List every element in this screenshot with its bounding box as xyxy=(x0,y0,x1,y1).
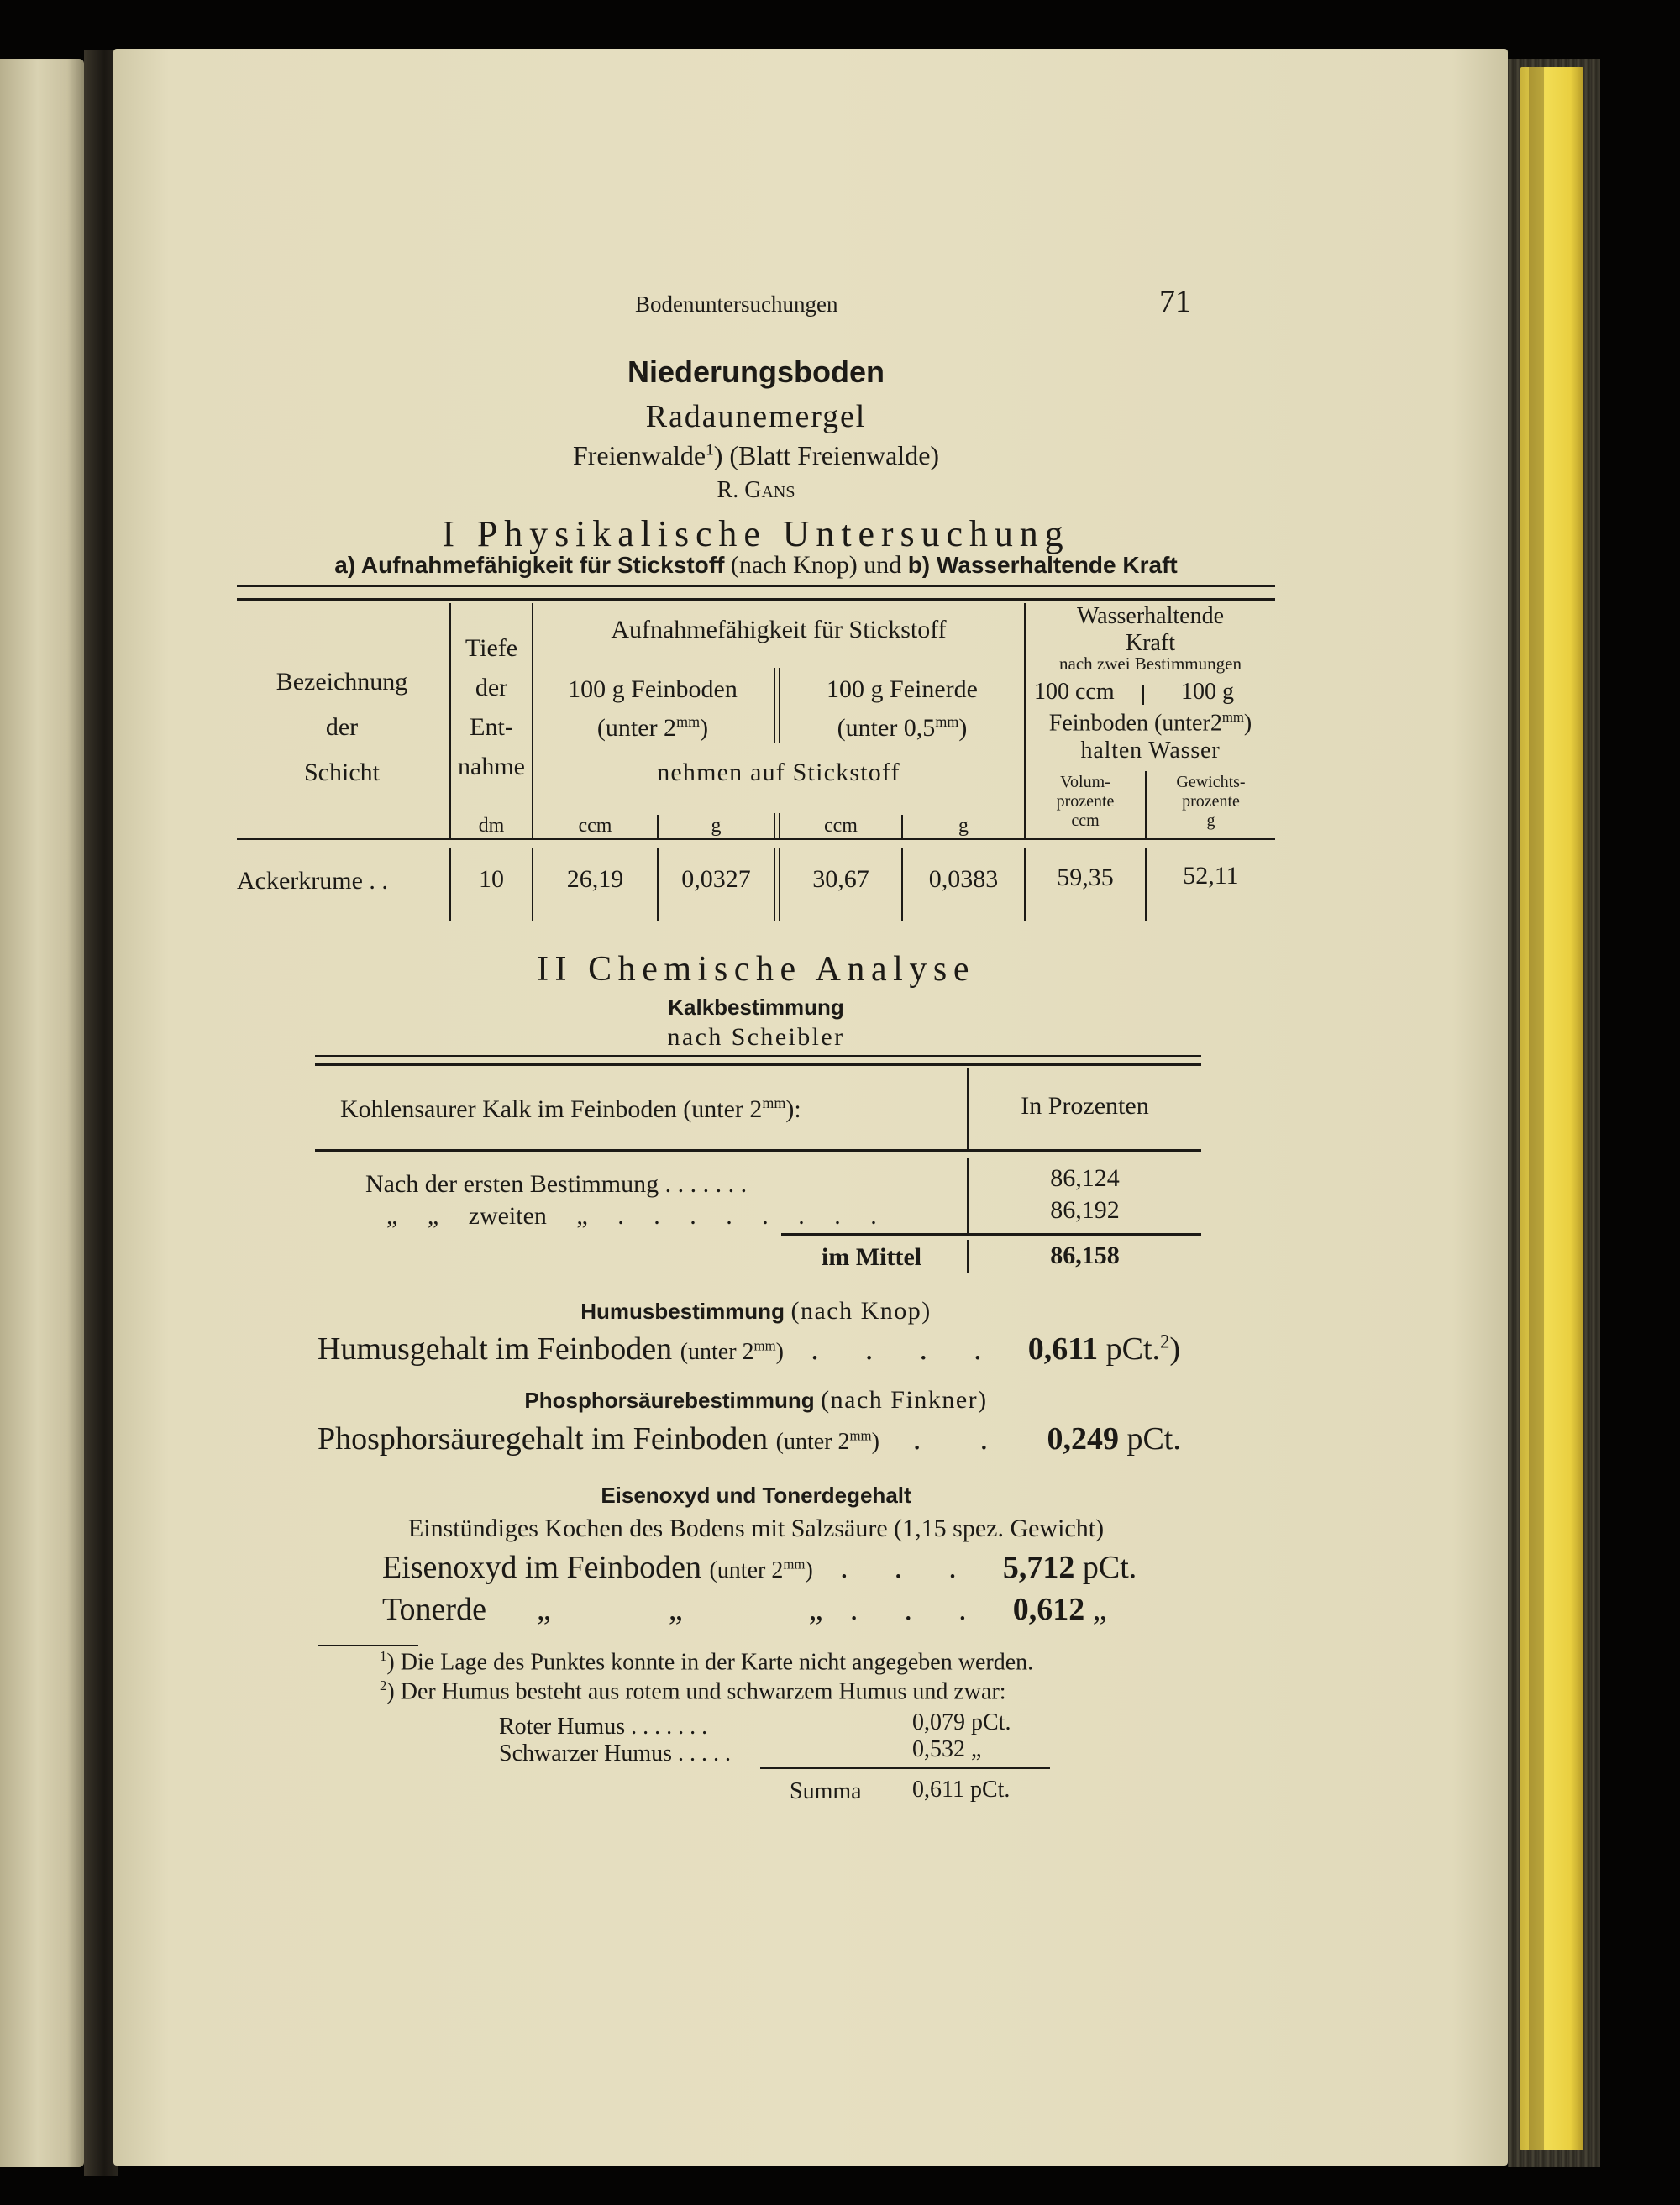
col-nehmen: nehmen auf Stickstoff xyxy=(657,759,900,786)
tonerde-line: Tonerde „ „ „ . . . 0,612 „ xyxy=(382,1592,1107,1627)
running-header-title: Bodenuntersuchungen xyxy=(635,291,838,317)
humus-heading: Humusbestimmung (nach Knop) xyxy=(580,1297,932,1325)
footnote-schwarzer-label: Schwarzer Humus . . . . . xyxy=(499,1740,732,1767)
kalk-subtitle: nach Scheibler xyxy=(667,1023,845,1051)
page-title: Niederungsboden xyxy=(627,354,885,389)
col-gewichtsprozente: Gewichts- prozente g xyxy=(1176,773,1246,830)
kalk-header-right: In Prozenten xyxy=(1021,1092,1149,1120)
footnote-summa-value: 0,611 pCt. xyxy=(912,1777,1011,1803)
section2-heading: II Chemische Analyse xyxy=(536,950,976,989)
kalk-mittel-label: im Mittel xyxy=(822,1243,922,1271)
table-row: Ackerkrume . . xyxy=(237,867,388,895)
phos-line: Phosphorsäuregehalt im Feinboden (unter $2^{mm}$) . . 0,249 pCt. xyxy=(318,1421,1181,1457)
book-spine xyxy=(84,50,118,2176)
col-tiefe-unit: dm xyxy=(478,815,505,837)
phos-value: 0,249 xyxy=(1047,1421,1119,1457)
kalk-row-label: Nach der ersten Bestimmung . . . . . . . xyxy=(365,1170,748,1198)
eisen-value: 5,712 xyxy=(1002,1550,1075,1585)
footnote-schwarzer-value: 0,532 „ xyxy=(912,1736,982,1762)
eisen-description: Einstündiges Kochen des Bodens mit Salzsäure (1,15 spez. Gewicht) xyxy=(407,1515,1105,1542)
kalk-row-value: 86,192 xyxy=(1050,1196,1120,1224)
eisen-heading: Eisenoxyd und Tonerdegehalt xyxy=(601,1483,911,1508)
kalk-row-label: „ „ zweiten „ . . . . . . . . xyxy=(386,1202,877,1230)
location: Freienwalde xyxy=(572,440,706,470)
col-feinerde: 100 g Feinerde (unter $0,5^{mm}$) xyxy=(827,675,978,742)
footnote-2: $^2$) Der Humus besteht aus rotem und schwarzem Humus und zwar: xyxy=(380,1677,1006,1705)
kalk-title: Kalkbestimmung xyxy=(668,995,844,1020)
section1-subheading: a) Aufnahmefähigkeit für Stickstoff (nach Knop) und b) Wasserhaltende Kraft xyxy=(334,551,1178,579)
kalk-header-left: Kohlensaurer Kalk im Feinboden (unter $2^{mm}$): xyxy=(340,1095,801,1123)
facing-page-edge xyxy=(0,59,84,2167)
tonerde-value: 0,612 xyxy=(1012,1592,1085,1627)
page-number: 71 xyxy=(1159,284,1191,319)
location-sheet: (Blatt Freienwalde) xyxy=(729,440,940,470)
kalk-mittel-value: 86,158 xyxy=(1050,1242,1120,1269)
phos-heading: Phosphorsäurebestimmung (nach Finkner) xyxy=(524,1386,988,1414)
col-wasser-header: Wasserhaltende Kraft xyxy=(1077,603,1224,656)
eisen-line: Eisenoxyd im Feinboden (unter $2^{mm}$) . . . 5,712 pCt. xyxy=(382,1550,1137,1585)
col-tiefe: Tiefe der Ent- nahme xyxy=(458,634,525,780)
col-feinboden: 100 g Feinboden (unter $2^{mm}$) xyxy=(568,675,738,742)
section1-heading: I Physikalische Untersuchung xyxy=(442,513,1070,554)
humus-line: Humusgehalt im Feinboden (unter $2^{mm}$) . . . . 0,611 pCt.$^2$) xyxy=(318,1331,1181,1367)
col-bezeichnung: Bezeichnung der Schicht xyxy=(276,668,408,786)
col-volumprozente: Volum- prozente ccm xyxy=(1056,773,1115,830)
footnote-1: $^1$) Die Lage des Punktes konnte in der Karte nicht angegeben werden. xyxy=(380,1648,1034,1676)
soil-type: Radaunemergel xyxy=(645,399,867,434)
col-aufnahme-header: Aufnahmefähigkeit für Stickstoff xyxy=(611,616,947,643)
humus-value: 0,611 xyxy=(1027,1331,1099,1367)
col-wasser-note: nach zwei Bestimmungen xyxy=(1059,654,1242,674)
author-name: Gans xyxy=(744,477,795,503)
footnote-summa-label: Summa xyxy=(790,1778,862,1804)
footnote-roter-value: 0,079 pCt. xyxy=(912,1709,1011,1735)
footnote-roter-label: Roter Humus . . . . . . . xyxy=(499,1714,708,1740)
location-line: Freienwalde$^1$) (Blatt Freienwalde) xyxy=(572,440,940,470)
kalk-row-value: 86,124 xyxy=(1050,1164,1120,1192)
author-line: R. Gans xyxy=(717,477,795,503)
